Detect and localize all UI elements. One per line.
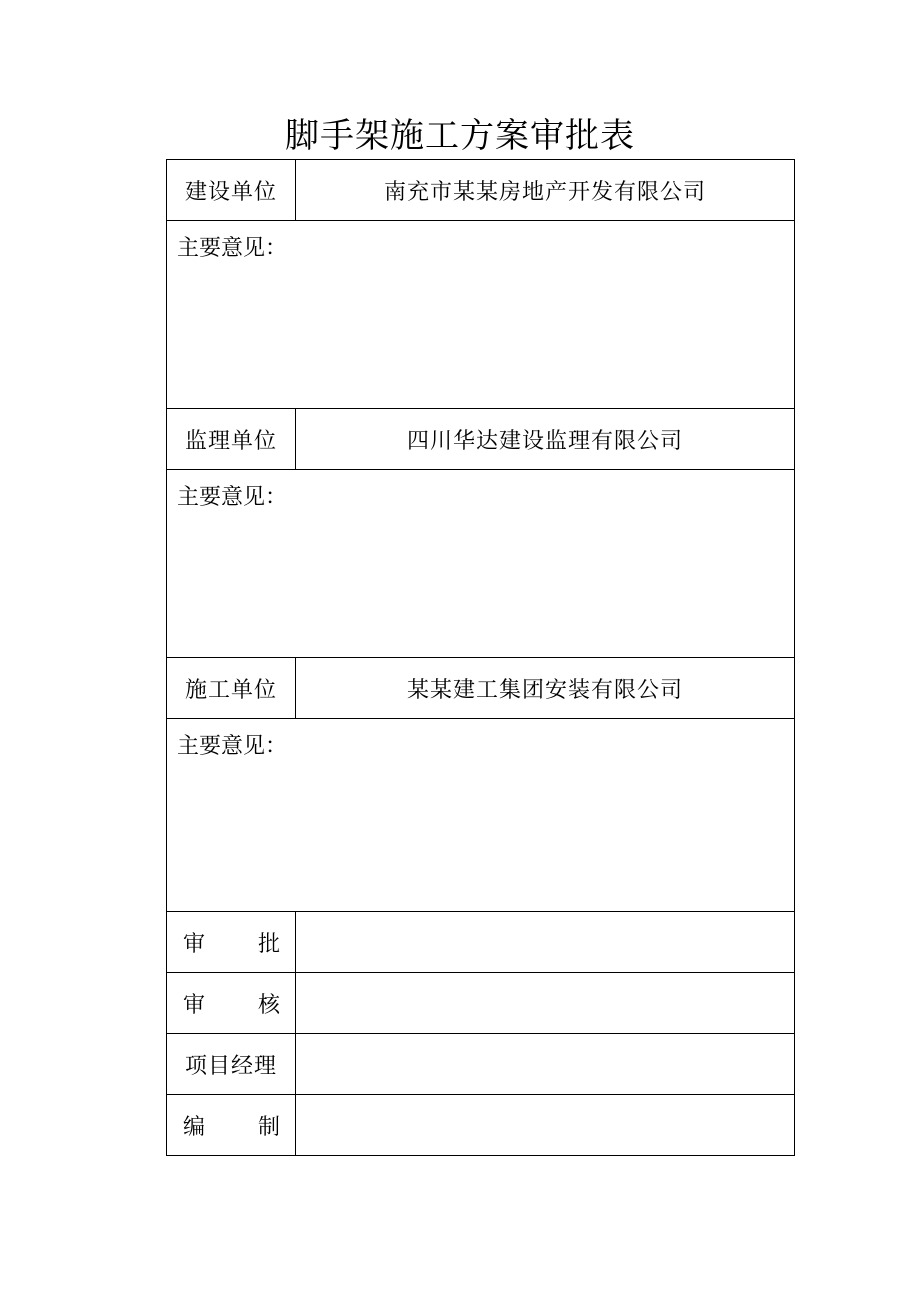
- prepared-by-signature-field[interactable]: [296, 1095, 795, 1156]
- prepared-by-label-char-2: 制: [257, 1114, 281, 1140]
- review-label-char-1: 审: [183, 992, 207, 1018]
- project-manager-label: 项目经理: [167, 1034, 296, 1095]
- approve-label-char-2: 批: [257, 931, 281, 957]
- approve-row: [167, 912, 795, 973]
- contractor-unit-label: 施工单位: [167, 658, 296, 719]
- document-title: 脚手架施工方案审批表: [285, 116, 635, 156]
- prepared-by-row: [167, 1095, 795, 1156]
- prepared-by-label: [167, 1095, 296, 1156]
- approve-signature-field[interactable]: [296, 912, 795, 973]
- review-signature-field[interactable]: [296, 973, 795, 1034]
- review-label-char-2: 核: [257, 992, 281, 1018]
- supervision-unit-row: [167, 409, 795, 470]
- contractor-opinion-field[interactable]: [167, 719, 795, 912]
- construction-unit-label: 建设单位: [167, 160, 296, 221]
- review-label: [167, 973, 296, 1034]
- opinion-label: 主要意见：: [177, 485, 288, 510]
- supervision-unit-label: 监理单位: [167, 409, 296, 470]
- review-row: [167, 973, 795, 1034]
- opinion-label: 主要意见：: [177, 734, 288, 759]
- supervision-unit-name: 四川华达建设监理有限公司: [296, 409, 795, 470]
- contractor-unit-name: 某某建工集团安装有限公司: [296, 658, 795, 719]
- opinion-label: 主要意见：: [177, 236, 288, 261]
- contractor-unit-row: [167, 658, 795, 719]
- construction-opinion-field[interactable]: [167, 221, 795, 409]
- contractor-opinion-row: [167, 719, 795, 912]
- construction-unit-name: 南充市某某房地产开发有限公司: [296, 160, 795, 221]
- approval-form-table: [166, 159, 795, 1156]
- prepared-by-label-char-1: 编: [183, 1114, 207, 1140]
- construction-unit-row: [167, 160, 795, 221]
- approve-label-char-1: 审: [183, 931, 207, 957]
- supervision-opinion-field[interactable]: [167, 470, 795, 658]
- construction-opinion-row: [167, 221, 795, 409]
- project-manager-row: [167, 1034, 795, 1095]
- project-manager-signature-field[interactable]: [296, 1034, 795, 1095]
- approve-label: [167, 912, 296, 973]
- supervision-opinion-row: [167, 470, 795, 658]
